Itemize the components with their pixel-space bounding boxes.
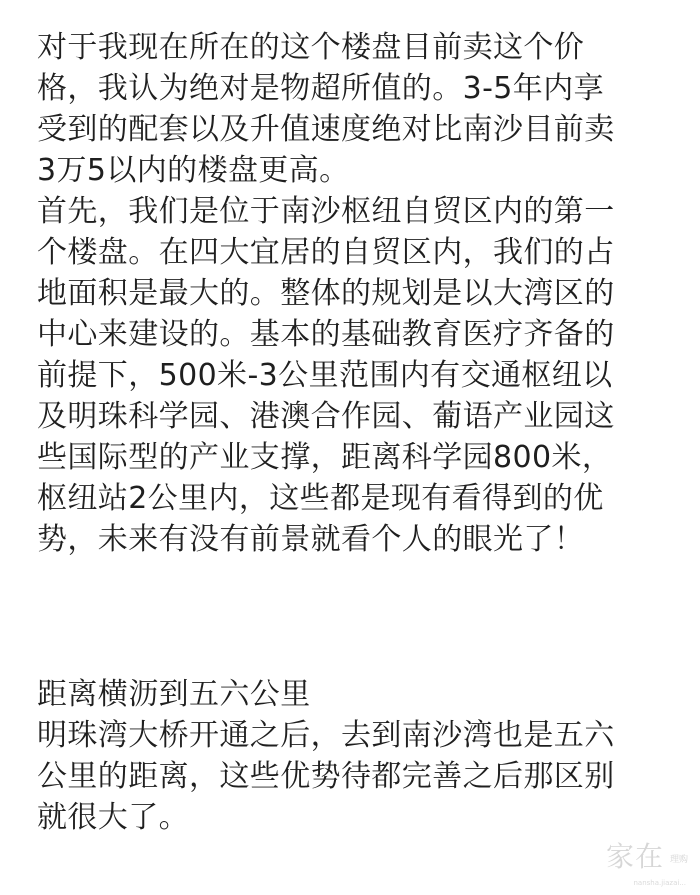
paragraph2-line-3: 地面积是最大的。整体的规划是以大湾区的 — [37, 276, 615, 311]
watermark-sub-text: 理购 — [669, 855, 688, 865]
paragraph2-line-2: 个楼盘。在四大宜居的自贸区内，我们的占 — [37, 235, 615, 270]
paragraph3-line-3: 公里的距离，这些优势待都完善之后那区别 — [37, 759, 615, 794]
paragraph3-line-4: 就很大了。 — [37, 800, 189, 835]
watermark-logo-text: 家在 — [605, 840, 664, 873]
watermark-url-text: nansha.jiazai... — [633, 879, 686, 887]
site-watermark — [598, 840, 690, 889]
paragraph1-line-4: 3万5以内的楼盘更高。 — [37, 153, 350, 188]
paragraph3-line-1: 距离横沥到五六公里 — [37, 677, 311, 712]
paragraph2-line-9: 势，未来有没有前景就看个人的眼光了！ — [37, 522, 585, 557]
paragraph2-line-1: 首先，我们是位于南沙枢纽自贸区内的第一 — [37, 194, 615, 229]
paragraph1-line-2: 格，我认为绝对是物超所值的。3-5年内享 — [37, 71, 604, 106]
paragraph2-line-8: 枢纽站2公里内，这些都是现有看得到的优 — [37, 481, 604, 516]
paragraph3-line-2: 明珠湾大桥开通之后，去到南沙湾也是五六 — [37, 718, 615, 753]
paragraph2-line-7: 些国际型的产业支撑，距离科学园800米， — [37, 440, 613, 475]
paragraph2-line-6: 及明珠科学园、港澳合作园、葡语产业园这 — [37, 399, 615, 434]
paragraph1-line-1: 对于我现在所在的这个楼盘目前卖这个价 — [37, 30, 585, 65]
paragraph2-line-5: 前提下，500米-3公里范围内有交通枢纽以 — [37, 358, 613, 393]
paragraph1-line-3: 受到的配套以及升值速度绝对比南沙目前卖 — [37, 112, 615, 147]
paragraph2-line-4: 中心来建设的。基本的基础教育医疗齐备的 — [37, 317, 615, 352]
